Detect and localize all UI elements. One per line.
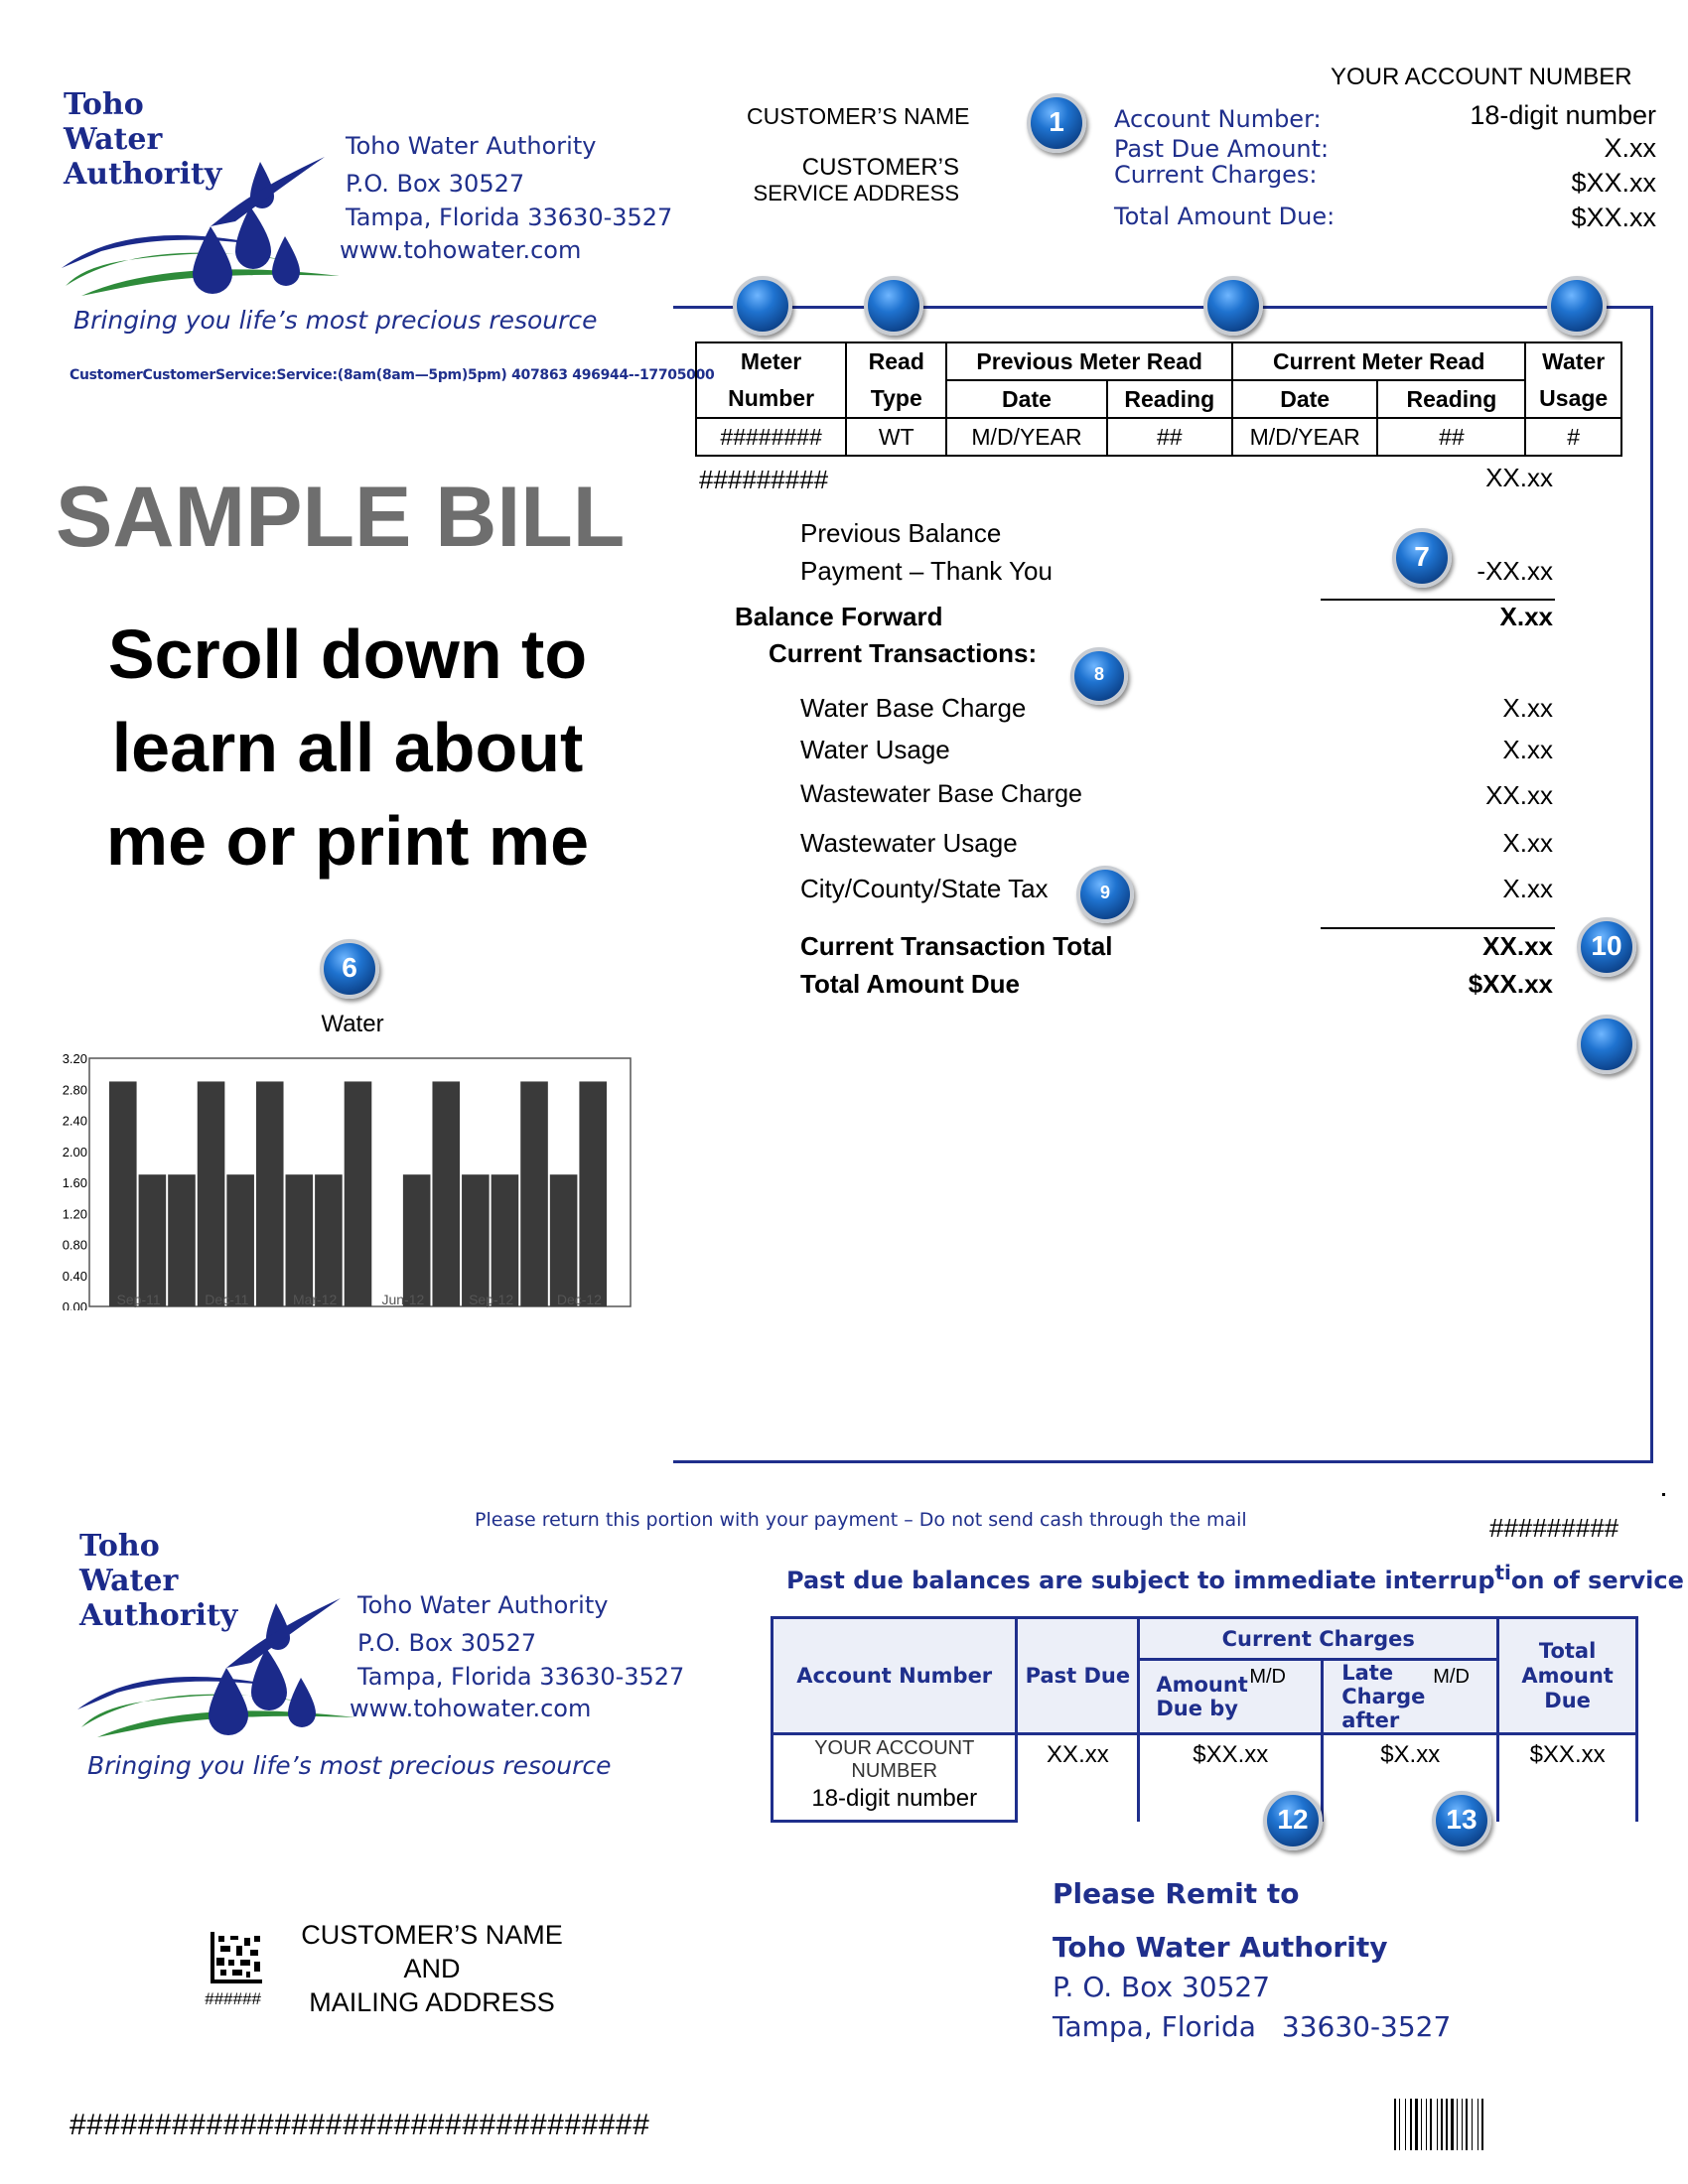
chart-x-tick-label: Mar-12	[292, 1292, 338, 1307]
chart-bar	[462, 1174, 490, 1306]
stub-company-address: Toho Water Authority P.O. Box 30527 Tampa, Florida 33630-3527	[357, 1591, 685, 1691]
list-item: Wastewater Usage	[800, 828, 1018, 858]
barcode-bar	[1421, 2099, 1422, 2150]
chart-y-tick-label: 1.60	[62, 1175, 87, 1190]
callout-badge-6[interactable]: 6	[320, 939, 379, 999]
chart-bar	[256, 1081, 284, 1306]
callout-badge-7[interactable]: 7	[1392, 528, 1452, 588]
account-amount: XX.xx	[1485, 463, 1553, 492]
total-due-label-bill: Total Amount Due	[800, 969, 1020, 999]
previous-read-header: Previous Meter Read	[946, 342, 1232, 380]
mailing-address-block	[278, 1918, 586, 2019]
chart-y-tick-label: 1.20	[62, 1206, 87, 1222]
stub-water-drops-logo-icon	[77, 1529, 355, 1737]
curr-date-header: Date	[1232, 380, 1377, 418]
chart-title: Water	[321, 1011, 384, 1037]
stub-account-number-header: Account Number	[773, 1618, 1017, 1734]
barcode-bar	[1457, 2099, 1458, 2150]
barcode-bar	[1466, 2099, 1468, 2150]
balance-forward-value: X.xx	[1499, 602, 1553, 631]
bottom-code: ##################################	[70, 2109, 650, 2141]
prev-date-cell: M/D/YEAR	[946, 418, 1106, 456]
stub-total-header: Total Amount Due	[1498, 1618, 1637, 1734]
datamatrix-code-icon	[211, 1932, 262, 1983]
barcode-bar	[1481, 2099, 1483, 2150]
stub-payment-table	[771, 1616, 1638, 1823]
customer-service-line: CustomerCustomerService:Service:(8am(8am—5pm)5pm) 407863 496944--17705000	[70, 367, 715, 383]
account-summary-labels	[1114, 103, 1335, 232]
barcode-bar	[1462, 2099, 1463, 2150]
water-usage-header: Water	[1525, 342, 1621, 380]
barcode-bar	[1441, 2099, 1443, 2150]
stub-code: #########	[1489, 1513, 1619, 1543]
prev-date-header: Date	[946, 380, 1106, 418]
account-number-label: Account Number:	[1114, 105, 1322, 133]
company-website[interactable]: www.tohowater.com	[340, 236, 582, 264]
callout-badge-9[interactable]: 9	[1076, 866, 1134, 923]
barcode-bar	[1405, 2099, 1406, 2150]
qr-code-label: ######	[205, 1989, 261, 2008]
curr-reading-header: Reading	[1377, 380, 1525, 418]
company-tagline: Bringing you life’s most precious resource	[73, 306, 598, 335]
barcode-bar	[1394, 2099, 1396, 2150]
read-type-header: Read	[846, 342, 946, 380]
barcode-bar	[1415, 2099, 1418, 2150]
read-type-header-2: Type	[846, 380, 946, 418]
meter-number-cell: ########	[696, 418, 846, 456]
chart-y-tick-label: 2.80	[62, 1082, 87, 1098]
company-logo	[62, 87, 340, 296]
chart-y-tick-label: 2.40	[62, 1113, 87, 1129]
logo-text: Toho Water Authority	[64, 87, 222, 192]
stub-total-cell: $XX.xx	[1498, 1734, 1637, 1822]
barcode-bar	[1399, 2099, 1400, 2150]
curr-reading-cell: ##	[1377, 418, 1525, 456]
payment-label: Payment – Thank You	[800, 556, 1053, 586]
barcode-bar	[1437, 2099, 1438, 2150]
stub-logo-text: Toho Water Authority	[79, 1529, 238, 1633]
remit-po: P. O. Box 30527	[1053, 1971, 1271, 2003]
callout-badge-5[interactable]	[1547, 276, 1607, 336]
water-usage-chart	[50, 1003, 645, 1310]
prev-reading-header: Reading	[1107, 380, 1232, 418]
current-total-value: XX.xx	[1482, 931, 1553, 961]
current-total-label: Current Transaction Total	[800, 931, 1113, 961]
callout-badge-2[interactable]	[733, 276, 792, 336]
stub-past-due-header: Past Due	[1017, 1618, 1139, 1734]
past-due-label: Past Due Amount:	[1114, 135, 1330, 163]
list-item: Water Usage	[800, 735, 950, 764]
chart-bar	[315, 1174, 343, 1306]
stub-values-row	[773, 1734, 1637, 1822]
current-charges-value: $XX.xx	[1571, 168, 1656, 198]
chart-bar	[550, 1174, 578, 1306]
barcode-icon	[1394, 2099, 1513, 2150]
sample-bill-title: SAMPLE BILL	[56, 470, 626, 565]
chart-bar	[168, 1174, 196, 1306]
barcode-bar	[1426, 2099, 1427, 2150]
sample-message: Scroll down to learn all about me or print me	[105, 615, 590, 880]
past-due-value: X.xx	[1604, 133, 1656, 163]
meter-row	[696, 418, 1621, 456]
list-item-value: XX.xx	[1485, 780, 1553, 810]
balance-forward-label: Balance Forward	[735, 602, 943, 631]
list-item: Wastewater Base Charge	[800, 780, 1082, 808]
account-summary-values	[1321, 99, 1656, 234]
list-item-value: X.xx	[1502, 693, 1553, 723]
callout-badge-12[interactable]: 12	[1263, 1791, 1323, 1850]
callout-badge-4[interactable]	[1203, 276, 1263, 336]
chart-bar	[345, 1081, 372, 1306]
remit-title: Please Remit to	[1053, 1877, 1300, 1910]
remit-name: Toho Water Authority	[1053, 1931, 1388, 1964]
chart-bar	[139, 1174, 167, 1306]
previous-balance-label: Previous Balance	[800, 518, 1002, 548]
account-code: #########	[699, 465, 829, 494]
chart-x-tick-label: Dec-11	[205, 1292, 249, 1307]
total-due-value-bill: $XX.xx	[1468, 969, 1553, 999]
list-item: Water Base Charge	[800, 693, 1027, 723]
chart-x-tick-label: Sep-12	[469, 1292, 514, 1307]
past-due-notice: Past due balances are subject to immediate interrup$^{ti}$on of service	[786, 1561, 1684, 1594]
chart-bar	[579, 1081, 607, 1306]
chart-y-tick-label: 0.80	[62, 1237, 87, 1253]
chart-y-tick-label: 0.00	[62, 1299, 87, 1310]
mail-address: MAILING ADDRESS	[309, 1987, 555, 2017]
current-charges-label: Current Charges:	[1114, 161, 1318, 189]
company-address: Toho Water Authority P.O. Box 30527 Tampa, Florida 33630-3527	[346, 132, 673, 231]
stub-past-due-cell: XX.xx	[1017, 1734, 1139, 1822]
callout-badge-13[interactable]: 13	[1432, 1791, 1491, 1850]
list-item-value: X.xx	[1502, 874, 1553, 903]
barcode-bar	[1477, 2099, 1478, 2150]
account-number-value: 18-digit number	[1470, 100, 1656, 130]
list-item-value: X.xx	[1502, 735, 1553, 764]
barcode-bar	[1451, 2099, 1454, 2150]
total-divider	[1321, 927, 1555, 929]
stub-late-cell: $X.xx	[1323, 1734, 1498, 1822]
callout-badge-1[interactable]: 1	[1027, 93, 1086, 153]
current-read-header: Current Meter Read	[1232, 342, 1525, 380]
stub-tagline: Bringing you life’s most precious resource	[87, 1751, 612, 1780]
chart-bar	[520, 1081, 548, 1306]
total-due-label: Total Amount Due:	[1114, 203, 1336, 230]
meter-read-table	[695, 341, 1622, 457]
water-usage-header-2: Usage	[1525, 380, 1621, 418]
callout-badge-8[interactable]: 8	[1070, 647, 1128, 705]
callout-badge-10[interactable]: 10	[1577, 917, 1636, 977]
chart-y-tick-label: 2.00	[62, 1144, 87, 1160]
remit-city: Tampa, Florida 33630-3527	[1053, 2010, 1452, 2043]
stub-amount-due-cell: $XX.xx	[1139, 1734, 1323, 1822]
chart-bar	[198, 1081, 225, 1306]
barcode-bar	[1410, 2099, 1412, 2150]
remit-to-block	[1053, 1874, 1451, 2047]
list-item: City/County/State Tax	[800, 874, 1049, 903]
stub-current-charges-header: Current Charges	[1139, 1618, 1498, 1660]
barcode-bar	[1430, 2099, 1432, 2150]
payment-value: -XX.xx	[1477, 556, 1553, 586]
chart-bar	[286, 1174, 314, 1306]
chart-x-tick-label: Jun-12	[381, 1292, 425, 1307]
your-account-number-label: YOUR ACCOUNT NUMBER	[1331, 64, 1632, 90]
stub-company-website[interactable]: www.tohowater.com	[350, 1695, 592, 1722]
chart-bar	[226, 1174, 254, 1306]
list-item-value: X.xx	[1502, 828, 1553, 858]
customer-name: CUSTOMER’S NAME	[747, 103, 970, 129]
chart-x-tick-label: Sep-11	[116, 1292, 161, 1307]
chart-bar	[432, 1081, 460, 1306]
callout-badge-3[interactable]	[864, 276, 923, 336]
total-due-value: $XX.xx	[1571, 203, 1656, 232]
barcode-bar	[1446, 2099, 1448, 2150]
mail-and: AND	[403, 1954, 461, 1983]
return-note: Please return this portion with your payment – Do not send cash through the mail	[475, 1509, 1247, 1531]
stub-logo	[77, 1529, 355, 1737]
callout-badge-11[interactable]	[1577, 1015, 1636, 1074]
chart-bar	[403, 1174, 431, 1306]
meter-number-header: Meter	[696, 342, 846, 380]
chart-bar	[492, 1174, 519, 1306]
prev-reading-cell: ##	[1107, 418, 1232, 456]
current-transactions-label: Current Transactions:	[769, 638, 1038, 668]
balance-divider	[1321, 599, 1555, 601]
stub-late-charge-header: Late Charge after M/D	[1323, 1660, 1498, 1734]
meter-number-header-2: Number	[696, 380, 846, 418]
water-drops-logo-icon	[62, 87, 340, 296]
stub-amount-due-header: Amount Due by M/D	[1139, 1660, 1323, 1734]
usage-cell: #	[1525, 418, 1621, 456]
mail-name: CUSTOMER’S NAME	[301, 1920, 563, 1950]
chart-x-tick-label: Dec-12	[556, 1292, 602, 1307]
service-address: CUSTOMER’S SERVICE ADDRESS	[753, 154, 959, 205]
read-type-cell: WT	[846, 418, 946, 456]
barcode-bar	[1472, 2099, 1473, 2150]
stub-account-cell: YOUR ACCOUNT NUMBER 18-digit number	[773, 1734, 1017, 1822]
chart-y-tick-label: 0.40	[62, 1268, 87, 1284]
chart-bar	[109, 1081, 137, 1306]
divider-dot	[1662, 1493, 1665, 1496]
curr-date-cell: M/D/YEAR	[1232, 418, 1377, 456]
chart-y-tick-label: 3.20	[62, 1051, 87, 1066]
